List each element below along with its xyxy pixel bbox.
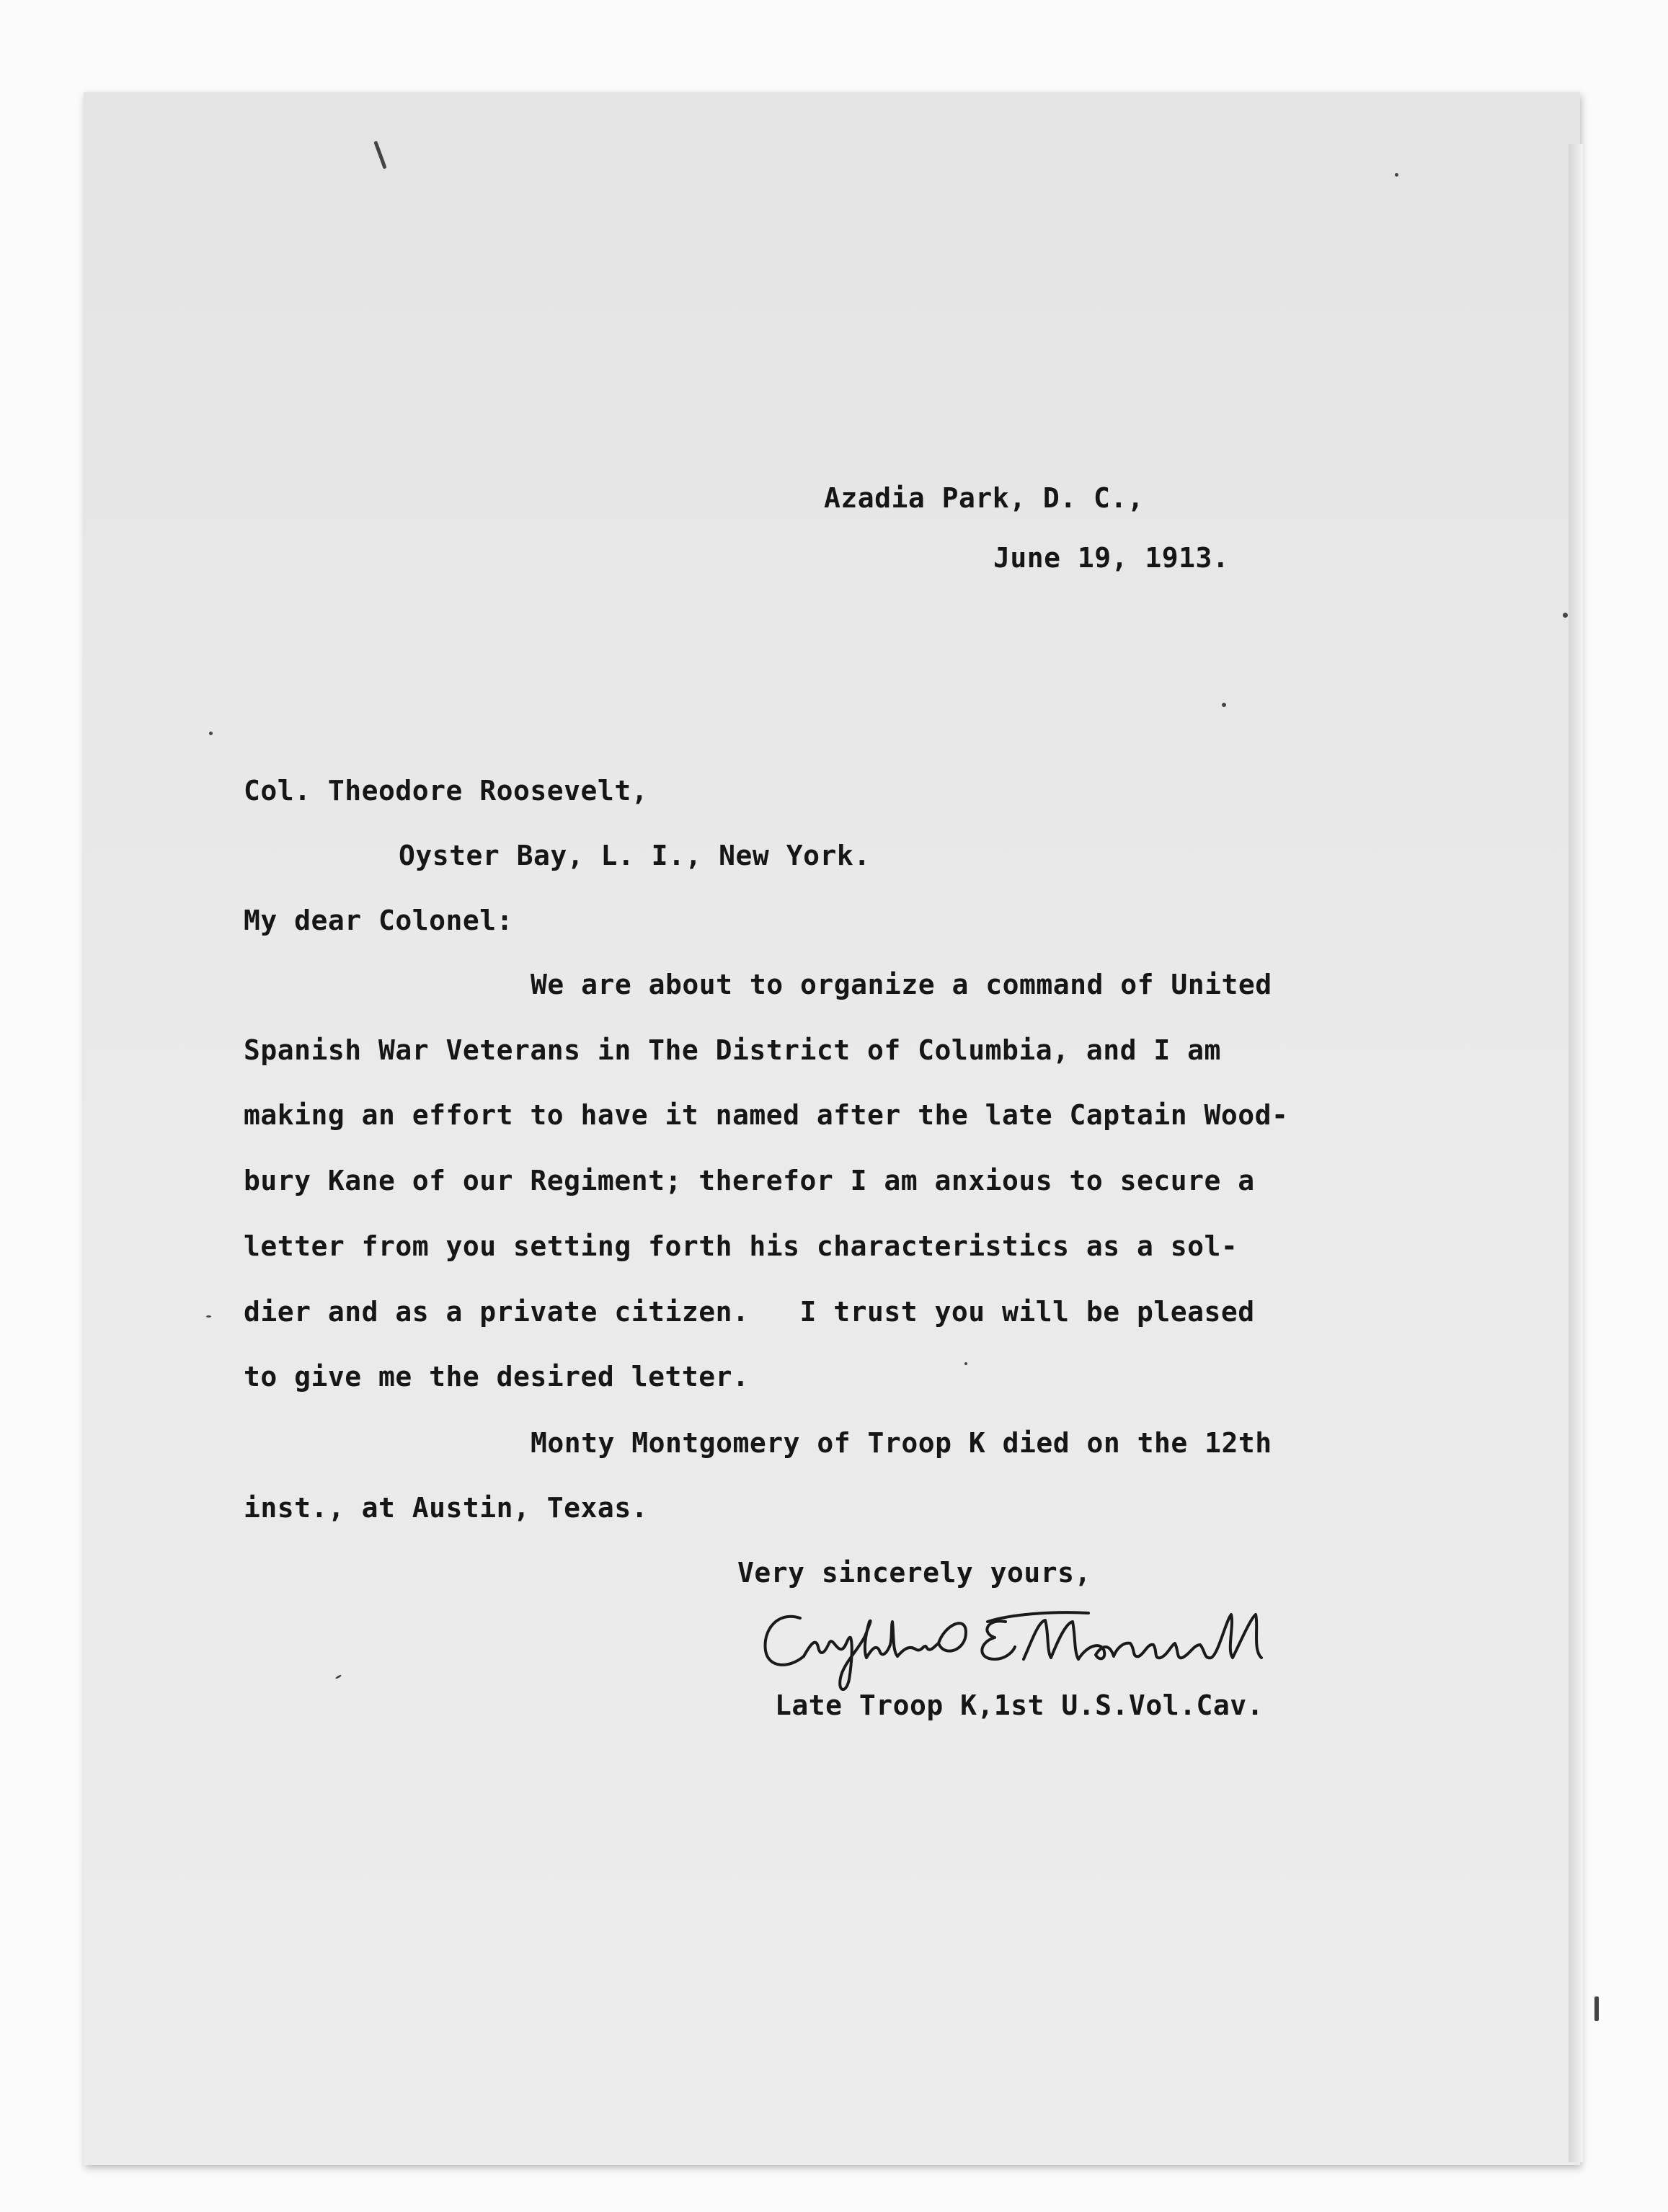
- letter-date: June 19, 1913.: [993, 542, 1230, 574]
- salutation: My dear Colonel:: [244, 905, 514, 936]
- body-line: letter from you setting forth his characteristics as a sol-: [244, 1230, 1238, 1262]
- letter-place: Azadia Park, D. C.,: [824, 482, 1145, 514]
- recipient-name: Col. Theodore Roosevelt,: [244, 775, 649, 807]
- paper-speck: [1594, 1996, 1599, 2021]
- paper-speck: [964, 1362, 967, 1365]
- body-line: inst., at Austin, Texas.: [244, 1492, 649, 1524]
- paper-speck: [206, 1315, 211, 1318]
- paper-speck: [1563, 613, 1568, 618]
- body-line: Monty Montgomery of Troop K died on the 12th: [531, 1427, 1272, 1459]
- body-line: Spanish War Veterans in The District of Columbia, and I am: [244, 1034, 1221, 1066]
- sheet-edge-shadow: [1569, 144, 1583, 2162]
- paper-speck: [209, 732, 213, 735]
- paper-speck: [1395, 173, 1398, 177]
- recipient-address: Oyster Bay, L. I., New York.: [399, 840, 871, 871]
- paper-speck: [1222, 703, 1226, 707]
- body-line: making an effort to have it named after the late Captain Wood-: [244, 1099, 1289, 1131]
- body-line: to give me the desired letter.: [244, 1361, 750, 1393]
- closing: Very sincerely yours,: [737, 1557, 1091, 1589]
- handwritten-signature: [750, 1593, 1326, 1701]
- body-line: dier and as a private citizen. I trust you will be pleased: [244, 1296, 1255, 1328]
- body-line: We are about to organize a command of United: [531, 969, 1272, 1000]
- body-line: bury Kane of our Regiment; therefor I am anxious to secure a: [244, 1165, 1255, 1196]
- signature-title: Late Troop K,1st U.S.Vol.Cav.: [775, 1689, 1264, 1721]
